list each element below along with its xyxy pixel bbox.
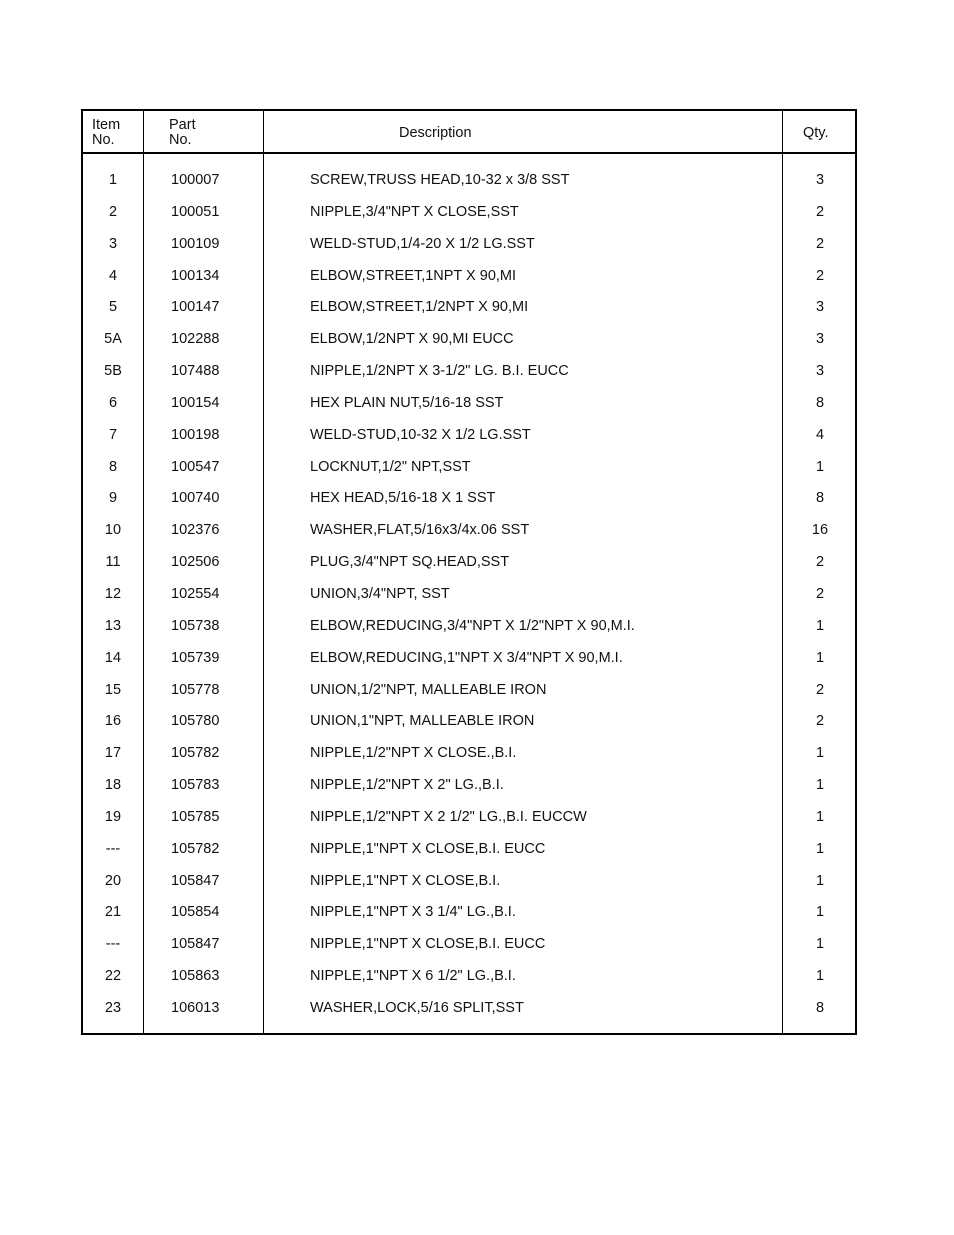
part-number-cell: 102376 bbox=[171, 522, 220, 539]
table-row bbox=[83, 356, 855, 388]
quantity-cell: 1 bbox=[815, 649, 825, 666]
table-row bbox=[83, 802, 855, 834]
part-number-cell: 105847 bbox=[171, 872, 220, 889]
part-number-cell: 100109 bbox=[171, 235, 220, 252]
item-number-cell: 6 bbox=[108, 394, 118, 411]
part-number-cell: 105785 bbox=[171, 808, 220, 825]
quantity-cell: 2 bbox=[815, 585, 825, 602]
description-cell: PLUG,3/4"NPT SQ.HEAD,SST bbox=[310, 554, 510, 571]
description-cell: UNION,1/2"NPT, MALLEABLE IRON bbox=[310, 681, 547, 698]
item-number-cell: 22 bbox=[104, 968, 122, 985]
description-cell: ELBOW,STREET,1/2NPT X 90,MI bbox=[310, 299, 529, 316]
part-number-cell: 105782 bbox=[171, 745, 220, 762]
item-number-cell: 1 bbox=[108, 172, 118, 188]
description-cell: ELBOW,STREET,1NPT X 90,MI bbox=[310, 267, 517, 284]
quantity-cell: 1 bbox=[815, 936, 825, 953]
item-number-cell: --- bbox=[105, 936, 121, 953]
part-number-cell: 105778 bbox=[171, 681, 220, 698]
quantity-cell: 16 bbox=[811, 522, 829, 539]
item-number-cell: 23 bbox=[104, 999, 122, 1016]
part-number-cell: 102288 bbox=[171, 331, 220, 348]
description-cell: ELBOW,REDUCING,3/4"NPT X 1/2"NPT X 90,M.I. bbox=[310, 617, 635, 634]
table-row bbox=[83, 165, 855, 197]
part-number-cell: 102554 bbox=[171, 585, 220, 602]
item-number-cell: 11 bbox=[105, 554, 121, 571]
quantity-cell: 8 bbox=[815, 394, 825, 411]
table-row bbox=[83, 706, 855, 738]
header-qty: Qty. bbox=[803, 125, 829, 141]
quantity-cell: 1 bbox=[815, 904, 825, 921]
description-cell: NIPPLE,1"NPT X CLOSE,B.I. EUCC bbox=[310, 840, 546, 857]
item-number-cell: 12 bbox=[104, 585, 122, 602]
item-number-cell: 17 bbox=[104, 745, 122, 762]
quantity-cell: 1 bbox=[815, 872, 825, 889]
quantity-cell: 1 bbox=[815, 617, 825, 634]
table-row bbox=[83, 961, 855, 993]
item-number-cell: 7 bbox=[108, 426, 118, 443]
table-row bbox=[83, 643, 855, 675]
description-cell: NIPPLE,1/2"NPT X 2 1/2" LG.,B.I. EUCCW bbox=[310, 808, 587, 825]
table-row bbox=[83, 834, 855, 866]
item-number-cell: 15 bbox=[104, 681, 122, 698]
item-number-cell: 3 bbox=[108, 235, 118, 252]
quantity-cell: 2 bbox=[815, 681, 825, 698]
item-number-cell: --- bbox=[105, 840, 121, 857]
header-item-label: Item No. bbox=[92, 117, 121, 148]
quantity-cell: 2 bbox=[815, 267, 825, 284]
description-cell: NIPPLE,1/2NPT X 3-1/2" LG. B.I. EUCC bbox=[310, 363, 569, 380]
item-number-cell: 5A bbox=[104, 331, 122, 348]
quantity-cell: 1 bbox=[815, 458, 825, 475]
quantity-cell: 3 bbox=[815, 299, 825, 316]
description-cell: WELD-STUD,1/4-20 X 1/2 LG.SST bbox=[310, 235, 535, 252]
description-cell: UNION,3/4"NPT, SST bbox=[310, 585, 450, 602]
part-number-cell: 100051 bbox=[171, 203, 220, 220]
quantity-cell: 2 bbox=[815, 713, 825, 730]
part-number-cell: 100740 bbox=[171, 490, 220, 507]
item-number-cell: 21 bbox=[104, 904, 122, 921]
table-row bbox=[83, 897, 855, 929]
description-cell: NIPPLE,1/2"NPT X 2" LG.,B.I. bbox=[310, 777, 504, 794]
item-number-cell: 14 bbox=[104, 649, 122, 666]
quantity-cell: 3 bbox=[815, 172, 825, 188]
description-cell: SCREW,TRUSS HEAD,10-32 x 3/8 SST bbox=[310, 172, 570, 188]
description-cell: LOCKNUT,1/2" NPT,SST bbox=[310, 458, 471, 475]
quantity-cell: 2 bbox=[815, 235, 825, 252]
part-number-cell: 105782 bbox=[171, 840, 220, 857]
part-number-cell: 105854 bbox=[171, 904, 220, 921]
description-cell: HEX HEAD,5/16-18 X 1 SST bbox=[310, 490, 496, 507]
quantity-cell: 8 bbox=[815, 999, 825, 1016]
header-part-no bbox=[169, 118, 196, 148]
table-row bbox=[83, 229, 855, 261]
item-number-cell: 9 bbox=[108, 490, 118, 507]
parts-table bbox=[81, 109, 857, 1035]
item-number-cell: 10 bbox=[104, 522, 122, 539]
part-number-cell: 105783 bbox=[171, 777, 220, 794]
description-cell: HEX PLAIN NUT,5/16-18 SST bbox=[310, 394, 504, 411]
table-row bbox=[83, 420, 855, 452]
table-row bbox=[83, 483, 855, 515]
description-cell: WASHER,FLAT,5/16x3/4x.06 SST bbox=[310, 522, 530, 539]
description-cell: WELD-STUD,10-32 X 1/2 LG.SST bbox=[310, 426, 531, 443]
item-number-cell: 5 bbox=[108, 299, 118, 316]
part-number-cell: 100007 bbox=[171, 172, 220, 188]
item-number-cell: 19 bbox=[104, 808, 122, 825]
quantity-cell: 1 bbox=[815, 777, 825, 794]
quantity-cell: 3 bbox=[815, 331, 825, 348]
part-number-cell: 102506 bbox=[171, 554, 220, 571]
part-number-cell: 105780 bbox=[171, 713, 220, 730]
part-number-cell: 107488 bbox=[171, 363, 220, 380]
part-number-cell: 100154 bbox=[171, 394, 220, 411]
table-row bbox=[83, 197, 855, 229]
description-cell: UNION,1"NPT, MALLEABLE IRON bbox=[310, 713, 535, 730]
item-number-cell: 20 bbox=[104, 872, 122, 889]
quantity-cell: 1 bbox=[815, 808, 825, 825]
table-row bbox=[83, 866, 855, 898]
quantity-cell: 8 bbox=[815, 490, 825, 507]
table-row bbox=[83, 770, 855, 802]
part-number-cell: 105863 bbox=[171, 968, 220, 985]
header-divider bbox=[83, 152, 855, 154]
table-row bbox=[83, 388, 855, 420]
parts-list bbox=[83, 165, 855, 1025]
part-number-cell: 100147 bbox=[171, 299, 220, 316]
part-number-cell: 100198 bbox=[171, 426, 220, 443]
table-row bbox=[83, 261, 855, 293]
table-row bbox=[83, 324, 855, 356]
part-number-cell: 100134 bbox=[171, 267, 220, 284]
quantity-cell: 2 bbox=[815, 554, 825, 571]
part-number-cell: 100547 bbox=[171, 458, 220, 475]
quantity-cell: 1 bbox=[815, 840, 825, 857]
description-cell: ELBOW,1/2NPT X 90,MI EUCC bbox=[310, 331, 514, 348]
item-number-cell: 16 bbox=[104, 713, 122, 730]
quantity-cell: 1 bbox=[815, 745, 825, 762]
item-number-cell: 8 bbox=[108, 458, 118, 475]
description-cell: NIPPLE,1"NPT X 6 1/2" LG.,B.I. bbox=[310, 968, 516, 985]
quantity-cell: 1 bbox=[815, 968, 825, 985]
header-item-no bbox=[92, 118, 120, 148]
part-number-cell: 105738 bbox=[171, 617, 220, 634]
part-number-cell: 106013 bbox=[171, 999, 220, 1016]
description-cell: WASHER,LOCK,5/16 SPLIT,SST bbox=[310, 999, 524, 1016]
table-row bbox=[83, 547, 855, 579]
item-number-cell: 5B bbox=[104, 363, 122, 380]
part-number-cell: 105847 bbox=[171, 936, 220, 953]
header-description: Description bbox=[399, 125, 472, 141]
quantity-cell: 4 bbox=[815, 426, 825, 443]
description-cell: NIPPLE,1/2"NPT X CLOSE.,B.I. bbox=[310, 745, 517, 762]
table-row bbox=[83, 929, 855, 961]
item-number-cell: 13 bbox=[104, 617, 122, 634]
item-number-cell: 2 bbox=[108, 203, 118, 220]
description-cell: NIPPLE,3/4"NPT X CLOSE,SST bbox=[310, 203, 519, 220]
part-number-cell: 105739 bbox=[171, 649, 220, 666]
table-row bbox=[83, 579, 855, 611]
quantity-cell: 2 bbox=[815, 203, 825, 220]
table-row bbox=[83, 675, 855, 707]
description-cell: NIPPLE,1"NPT X CLOSE,B.I. EUCC bbox=[310, 936, 546, 953]
table-row bbox=[83, 515, 855, 547]
item-number-cell: 4 bbox=[108, 267, 118, 284]
table-row bbox=[83, 452, 855, 484]
table-row bbox=[83, 292, 855, 324]
table-row bbox=[83, 738, 855, 770]
quantity-cell: 3 bbox=[815, 363, 825, 380]
header-part-label: Part No. bbox=[169, 117, 196, 148]
item-number-cell: 18 bbox=[104, 777, 122, 794]
description-cell: ELBOW,REDUCING,1"NPT X 3/4"NPT X 90,M.I. bbox=[310, 649, 623, 666]
table-row bbox=[83, 993, 855, 1025]
description-cell: NIPPLE,1"NPT X 3 1/4" LG.,B.I. bbox=[310, 904, 516, 921]
table-row bbox=[83, 611, 855, 643]
description-cell: NIPPLE,1"NPT X CLOSE,B.I. bbox=[310, 872, 501, 889]
